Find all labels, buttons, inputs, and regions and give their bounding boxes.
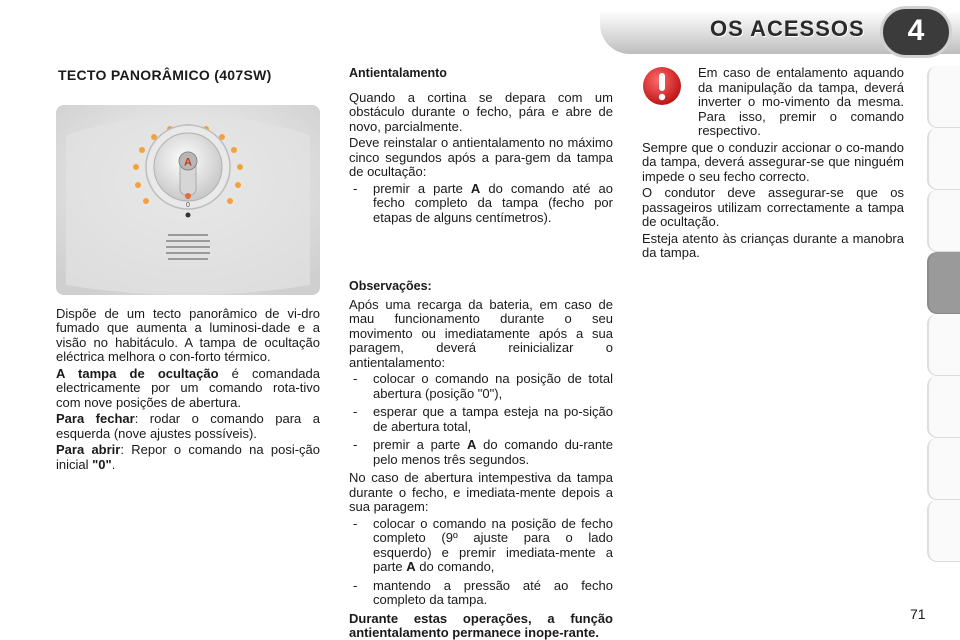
- section-title: TECTO PANORÂMICO (407SW): [58, 67, 272, 83]
- anti-list-item: [349, 182, 613, 226]
- obs-final-note: Durante estas operações, a função antientalamento permanece inope-rante.: [349, 610, 613, 640]
- warning-paragraph-1: Em caso de entalamento aquando da manipulação da tampa, deverá inverter o mo-vimento da mesma. Para isso, premir o comando respectivo.: [698, 65, 904, 138]
- tampa-rest: é comandada electricamente por um comando rota-tivo com nove posições de abertura.: [56, 365, 320, 410]
- chapter-title: OS ACESSOS: [710, 16, 865, 41]
- tampa-bold: A tampa de ocultação: [56, 365, 219, 381]
- list-item: [349, 405, 613, 434]
- position-indicator: [185, 193, 191, 199]
- abrir-rest: : Repor o comando na posi-ção inicial: [56, 442, 320, 472]
- chapter-tab-3[interactable]: [927, 190, 960, 252]
- item-pre: colocar o comando na posição de fecho completo (9º ajuste para o lado esquerdo) e premir imediata-mente a parte: [373, 515, 613, 574]
- chapter-tab-2[interactable]: [927, 128, 960, 190]
- anti-list: [349, 182, 613, 226]
- list-item: [349, 438, 613, 467]
- chapter-tab-7[interactable]: [927, 438, 960, 500]
- chapter-tab-8[interactable]: [927, 500, 960, 562]
- button-a-label: A: [184, 156, 192, 168]
- dial-zero-label: 0: [186, 201, 190, 209]
- warning-block: [642, 66, 904, 139]
- abrir-value: "0": [92, 456, 112, 472]
- item-pre: mantendo a pressão até ao fecho completo da tampa.: [373, 577, 613, 607]
- observacoes-title: Observações:: [349, 279, 432, 293]
- item-post: do comando du-rante pelo menos três segundos.: [373, 437, 613, 467]
- list-item: [349, 372, 613, 401]
- obs-paragraph-2: No caso de abertura intempestiva da tampa durante o fecho, e imediata-mente depois a sua paragem:: [349, 470, 613, 514]
- chapter-tab-5[interactable]: [927, 314, 960, 376]
- abrir-bold: Para abrir: [56, 442, 121, 457]
- abrir-paragraph: [56, 443, 320, 472]
- anti-item-bold: A: [470, 180, 481, 196]
- item-post: do comando,: [415, 559, 495, 574]
- anti-item-pre: premir a parte: [373, 180, 471, 196]
- obs-list-1: [349, 372, 613, 467]
- chapter-header: [0, 0, 960, 62]
- fechar-rest: : rodar o comando para a esquerda (nove ajustes possíveis).: [56, 411, 320, 441]
- exclamation-warning-icon: [642, 66, 682, 106]
- chapter-tab-1[interactable]: [927, 66, 960, 128]
- item-pre: premir a parte: [373, 437, 467, 452]
- list-item: [349, 579, 613, 608]
- intro-paragraph: Dispõe de um tecto panorâmico de vi-dro fumado que aumenta a luminosi-dade e a visão no habitáculo. A tampa de ocultação eléctrica melhora o con-forto térmico.: [56, 305, 320, 364]
- item-bold: A: [406, 559, 416, 574]
- anti-item-post: do comando até ao fecho completo da tampa (fecho por etapas de alguns centímetros).: [373, 180, 613, 225]
- item-pre: colocar o comando na posição de total abertura (posição "0"),: [373, 371, 613, 401]
- anti-paragraph-2: Deve reinstalar o antientalamento no máximo cinco segundos após a para-gem da tampa de ocultação:: [349, 135, 613, 179]
- zero-mark: [186, 212, 191, 217]
- middle-column: [349, 66, 613, 640]
- tampa-paragraph: [56, 367, 320, 411]
- fechar-bold: Para fechar: [56, 411, 135, 426]
- left-column: [56, 66, 320, 474]
- chapter-tab-6[interactable]: [927, 376, 960, 438]
- abrir-end: .: [111, 456, 116, 472]
- item-bold: A: [466, 437, 477, 452]
- chapter-tab-4-active[interactable]: [927, 252, 960, 314]
- page-number: 71: [910, 606, 926, 622]
- list-item: [349, 517, 613, 575]
- obs-paragraph-1: Após uma recarga da bateria, em caso de mau funcionamento durante o seu movimento ou imediatamente após a sua paragem, deverá reinicializar o antientalamento:: [349, 296, 613, 370]
- warning-paragraph-4: Esteja atento às crianças durante a manobra da tampa.: [642, 230, 904, 260]
- rotary-control-illustration: [56, 105, 320, 295]
- chapter-number-badge: 4: [880, 6, 952, 58]
- chapter-tabs: [927, 66, 960, 572]
- obs-list-2: [349, 517, 613, 608]
- anti-paragraph-1: Quando a cortina se depara com um obstáculo durante o fecho, pára e abre de novo, parcialmente.: [349, 89, 613, 134]
- right-column: [642, 66, 904, 263]
- roof-control-figure: [56, 105, 320, 295]
- warning-paragraph-2: Sempre que o conduzir accionar o co-mando da tampa, deverá assegurar-se que ninguém impede o seu fecho correcto.: [642, 139, 904, 184]
- warning-paragraph-3: O condutor deve assegurar-se que os passageiros utilizam correctamente a tampa de ocultação.: [642, 185, 904, 229]
- fechar-paragraph: [56, 412, 320, 441]
- antientalamento-title: Antientalamento: [349, 66, 447, 80]
- item-pre: esperar que a tampa esteja na po-sição de abertura total,: [373, 404, 613, 434]
